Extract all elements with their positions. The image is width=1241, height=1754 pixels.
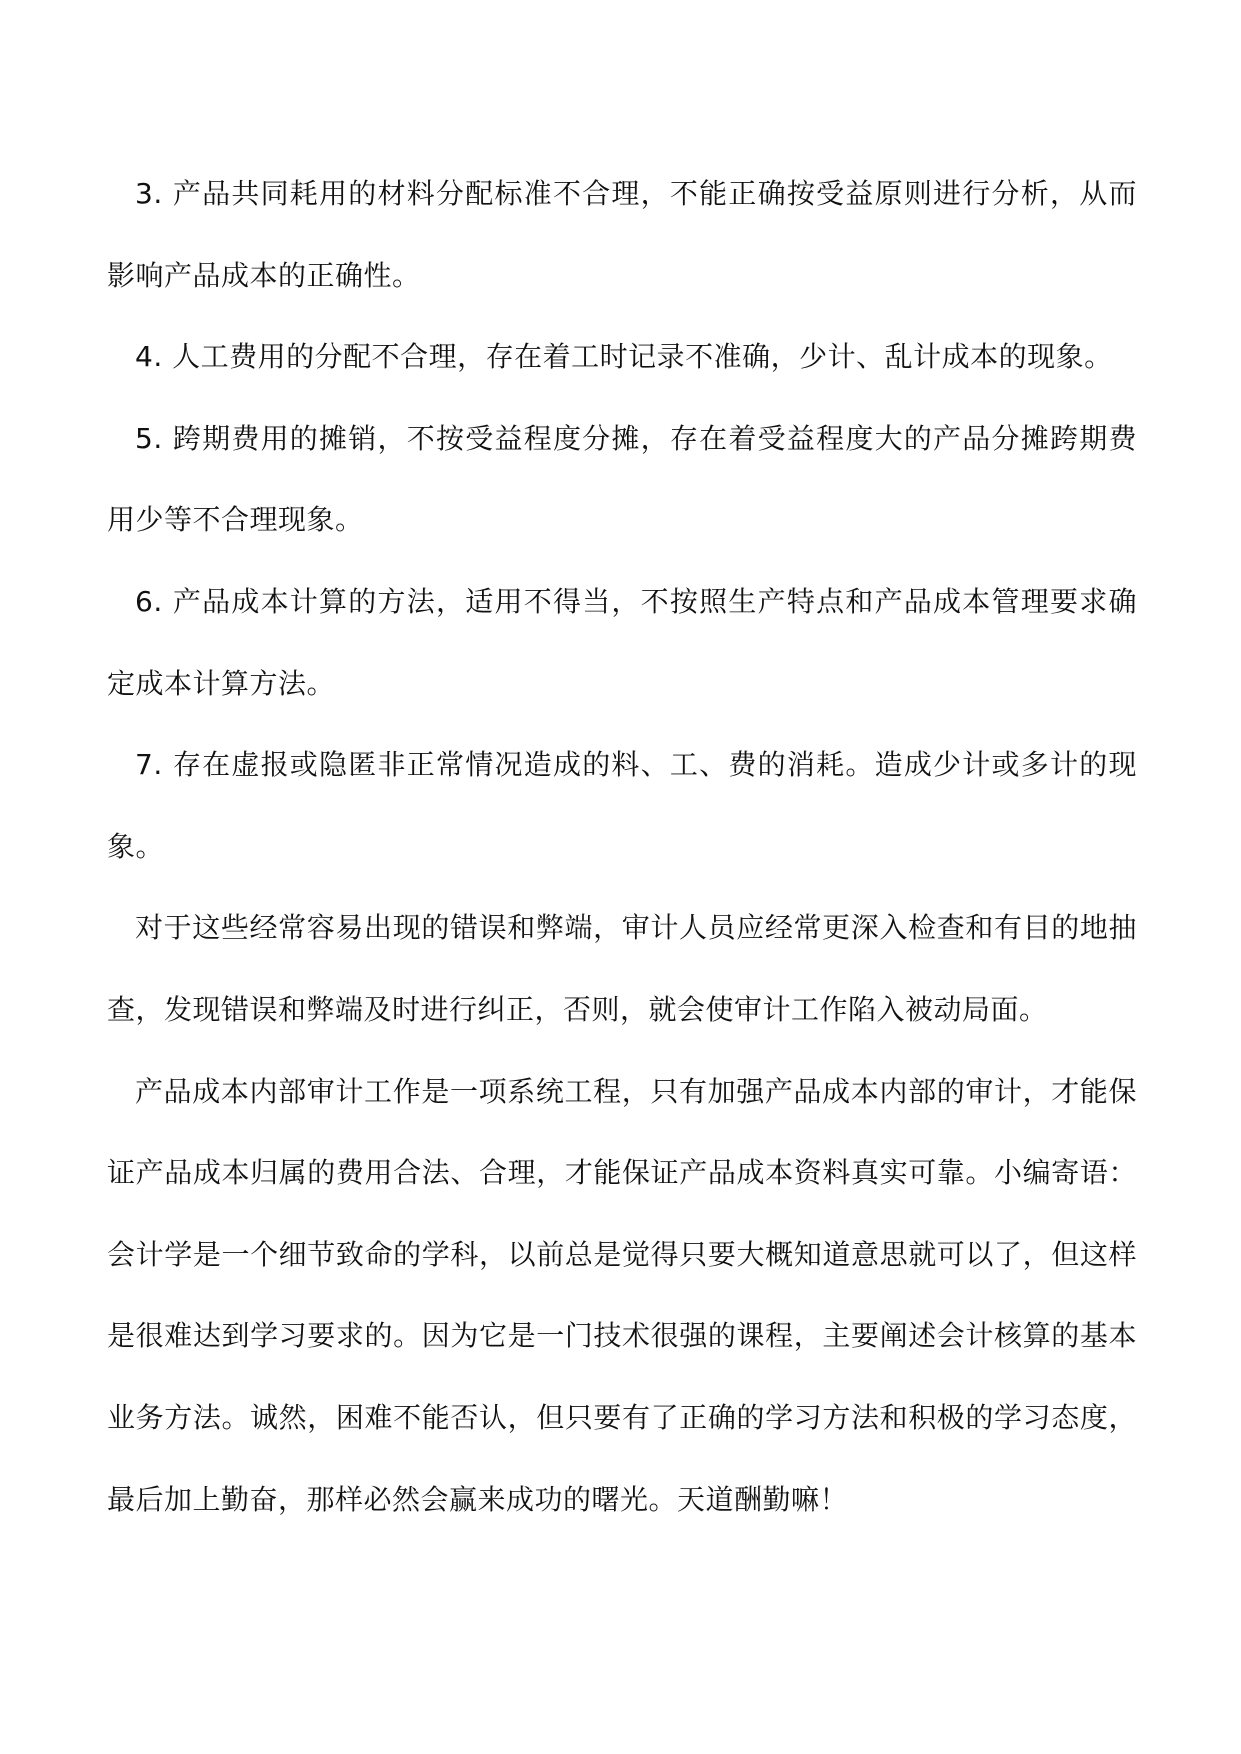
paragraph-audit-note: 对于这些经常容易出现的错误和弊端，审计人员应经常更深入检查和有目的地抽查，发现错误和弊端及时进行纠正，否则，就会使审计工作陷入被动局面。 — [107, 911, 1137, 1026]
paragraph-item-7: 7. 存在虚报或隐匿非正常情况造成的料、工、费的消耗。造成少计或多计的现象。 — [107, 748, 1137, 863]
document-body — [107, 153, 1137, 1540]
paragraph-item-5: 5. 跨期费用的摊销，不按受益程度分摊，存在着受益程度大的产品分摊跨期费用少等不合理现象。 — [107, 421, 1137, 537]
paragraph-item-4: 4. 人工费用的分配不合理，存在着工时记录不准确，少计、乱计成本的现象。 — [135, 340, 1113, 374]
paragraph-item-3: 3. 产品共同耗用的材料分配标准不合理，不能正确按受益原则进行分析，从而影响产品成本的正确性。 — [107, 177, 1137, 292]
paragraph-conclusion: 产品成本内部审计工作是一项系统工程，只有加强产品成本内部的审计，才能保证产品成本归属的费用合法、合理，才能保证产品成本资料真实可靠。小编寄语：会计学是一个细节致命的学科，以前总是觉得只要大概知道意思就可以了，但这样是很难达到学习要求的。因为它是一门技术很强的课程，主要阐述会计核算的基本业务方法。诚然，困难不能否认，但只要有了正确的学习方法和积极的学习态度，最后加上勤奋，那样必然会赢来成功的曙光。天道酬勤嘛！ — [107, 1074, 1137, 1516]
paragraph-item-6: 6. 产品成本计算的方法，适用不得当，不按照生产特点和产品成本管理要求确定成本计算方法。 — [107, 584, 1137, 700]
